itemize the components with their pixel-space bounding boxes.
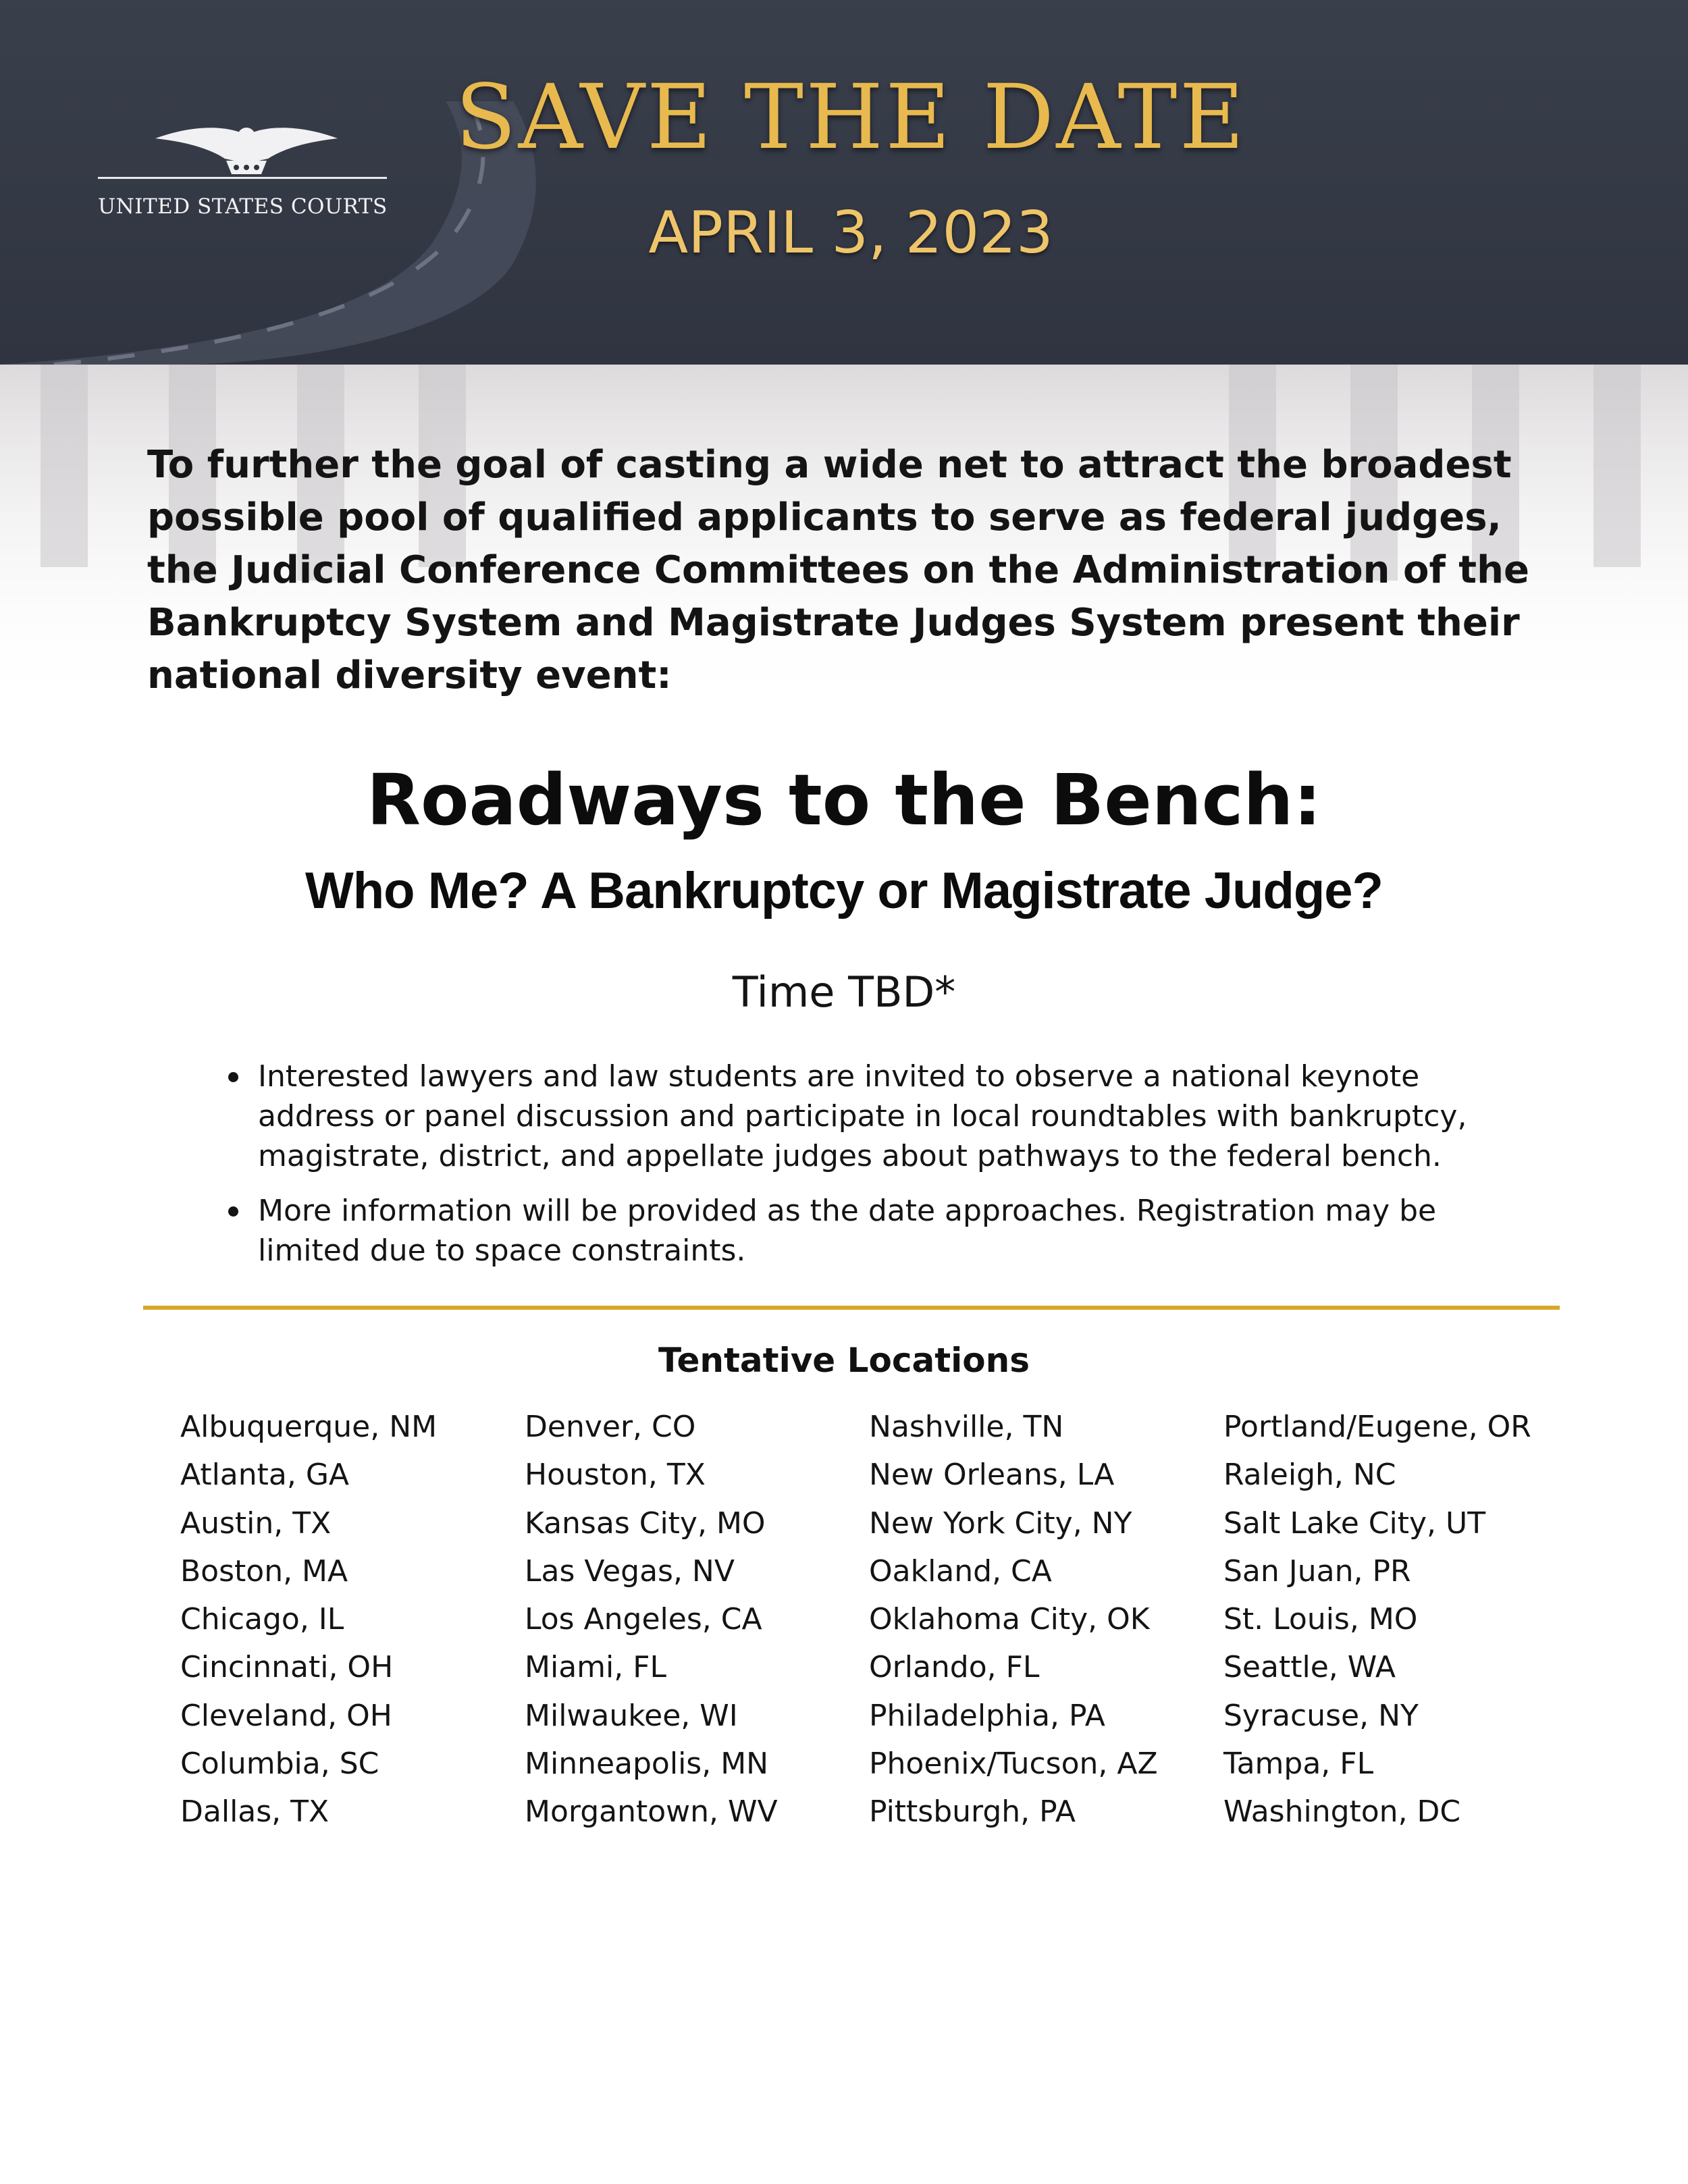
location-item: Oakland, CA: [869, 1553, 1052, 1589]
event-title: Roadways to the Bench:: [366, 759, 1322, 841]
location-item: Phoenix/Tucson, AZ: [869, 1747, 1158, 1782]
location-item: Syracuse, NY: [1223, 1698, 1419, 1733]
location-item: Dallas, TX: [180, 1794, 329, 1830]
location-item: Las Vegas, NV: [525, 1553, 735, 1589]
us-courts-logo: [98, 122, 395, 230]
location-item: Minneapolis, MN: [525, 1747, 769, 1782]
location-item: Salt Lake City, UT: [1223, 1506, 1486, 1541]
locations-column-2: [525, 1403, 778, 1836]
location-item: San Juan, PR: [1223, 1553, 1411, 1589]
location-item: Tampa, FL: [1223, 1747, 1374, 1782]
location-item: Milwaukee, WI: [525, 1698, 738, 1733]
details-list: [223, 1057, 1492, 1285]
location-item: Chicago, IL: [180, 1602, 344, 1637]
location-item: New Orleans, LA: [869, 1458, 1115, 1493]
location-item: Denver, CO: [525, 1410, 696, 1444]
location-item: New York City, NY: [869, 1506, 1132, 1541]
logo-text: UNITED STATES COURTS: [98, 194, 388, 219]
details-text: More information will be provided as the date approaches. Registration may be limited due to space constraints.: [258, 1194, 1437, 1268]
location-item: Pittsburgh, PA: [869, 1794, 1076, 1830]
bullet-icon: [228, 1206, 238, 1217]
locations-column-1: [180, 1403, 437, 1836]
location-item: Austin, TX: [180, 1506, 332, 1541]
location-item: St. Louis, MO: [1223, 1602, 1418, 1637]
location-item: Philadelphia, PA: [869, 1698, 1105, 1733]
event-time: Time TBD*: [732, 967, 956, 1017]
logo-divider: [98, 177, 387, 179]
location-item: Cleveland, OH: [180, 1698, 392, 1733]
event-subtitle: Who Me? A Bankruptcy or Magistrate Judge?: [305, 862, 1383, 920]
location-item: Portland/Eugene, OR: [1223, 1410, 1531, 1444]
location-item: Seattle, WA: [1223, 1650, 1396, 1685]
location-item: Columbia, SC: [180, 1747, 379, 1782]
details-text: Interested lawyers and law students are invited to observe a national keynote address or panel discussion and participate in local roundtables with bankruptcy, magistrate, district, and appellate judges about pathways to the federal bench.: [258, 1059, 1467, 1173]
location-item: Albuquerque, NM: [180, 1410, 438, 1444]
location-item: Kansas City, MO: [525, 1506, 766, 1541]
location-item: Los Angeles, CA: [525, 1602, 762, 1637]
location-item: Cincinnati, OH: [180, 1650, 394, 1685]
locations-heading: Tentative Locations: [658, 1341, 1030, 1380]
location-item: Atlanta, GA: [180, 1458, 350, 1493]
location-item: Boston, MA: [180, 1553, 348, 1589]
event-date: APRIL 3, 2023: [648, 199, 1053, 267]
location-item: Washington, DC: [1223, 1794, 1461, 1830]
locations-column-4: [1223, 1403, 1531, 1836]
location-item: Houston, TX: [525, 1458, 706, 1493]
gold-divider: [143, 1306, 1560, 1310]
location-item: Morgantown, WV: [525, 1794, 778, 1830]
bullet-icon: [228, 1072, 238, 1082]
eagle-icon: [145, 122, 348, 182]
intro-paragraph: To further the goal of casting a wide net to attract the broadest possible pool of qualified applicants to serve as federal judges, the Judicial Conference Committees on the Administration of the Bankruptcy System and Magistrate Judges System present their national diversity event:: [147, 443, 1529, 697]
location-item: Raleigh, NC: [1223, 1458, 1396, 1493]
location-item: Oklahoma City, OK: [869, 1602, 1150, 1637]
location-item: Miami, FL: [525, 1650, 667, 1685]
details-list-item: [223, 1191, 1492, 1271]
locations-column-3: [869, 1403, 1158, 1836]
locations-grid: [0, 1403, 1688, 1835]
location-item: Nashville, TN: [869, 1410, 1064, 1444]
details-list-item: [223, 1057, 1492, 1176]
location-item: Orlando, FL: [869, 1650, 1040, 1685]
save-the-date-title: SAVE THE DATE: [455, 65, 1246, 169]
header-banner: [0, 0, 1688, 365]
